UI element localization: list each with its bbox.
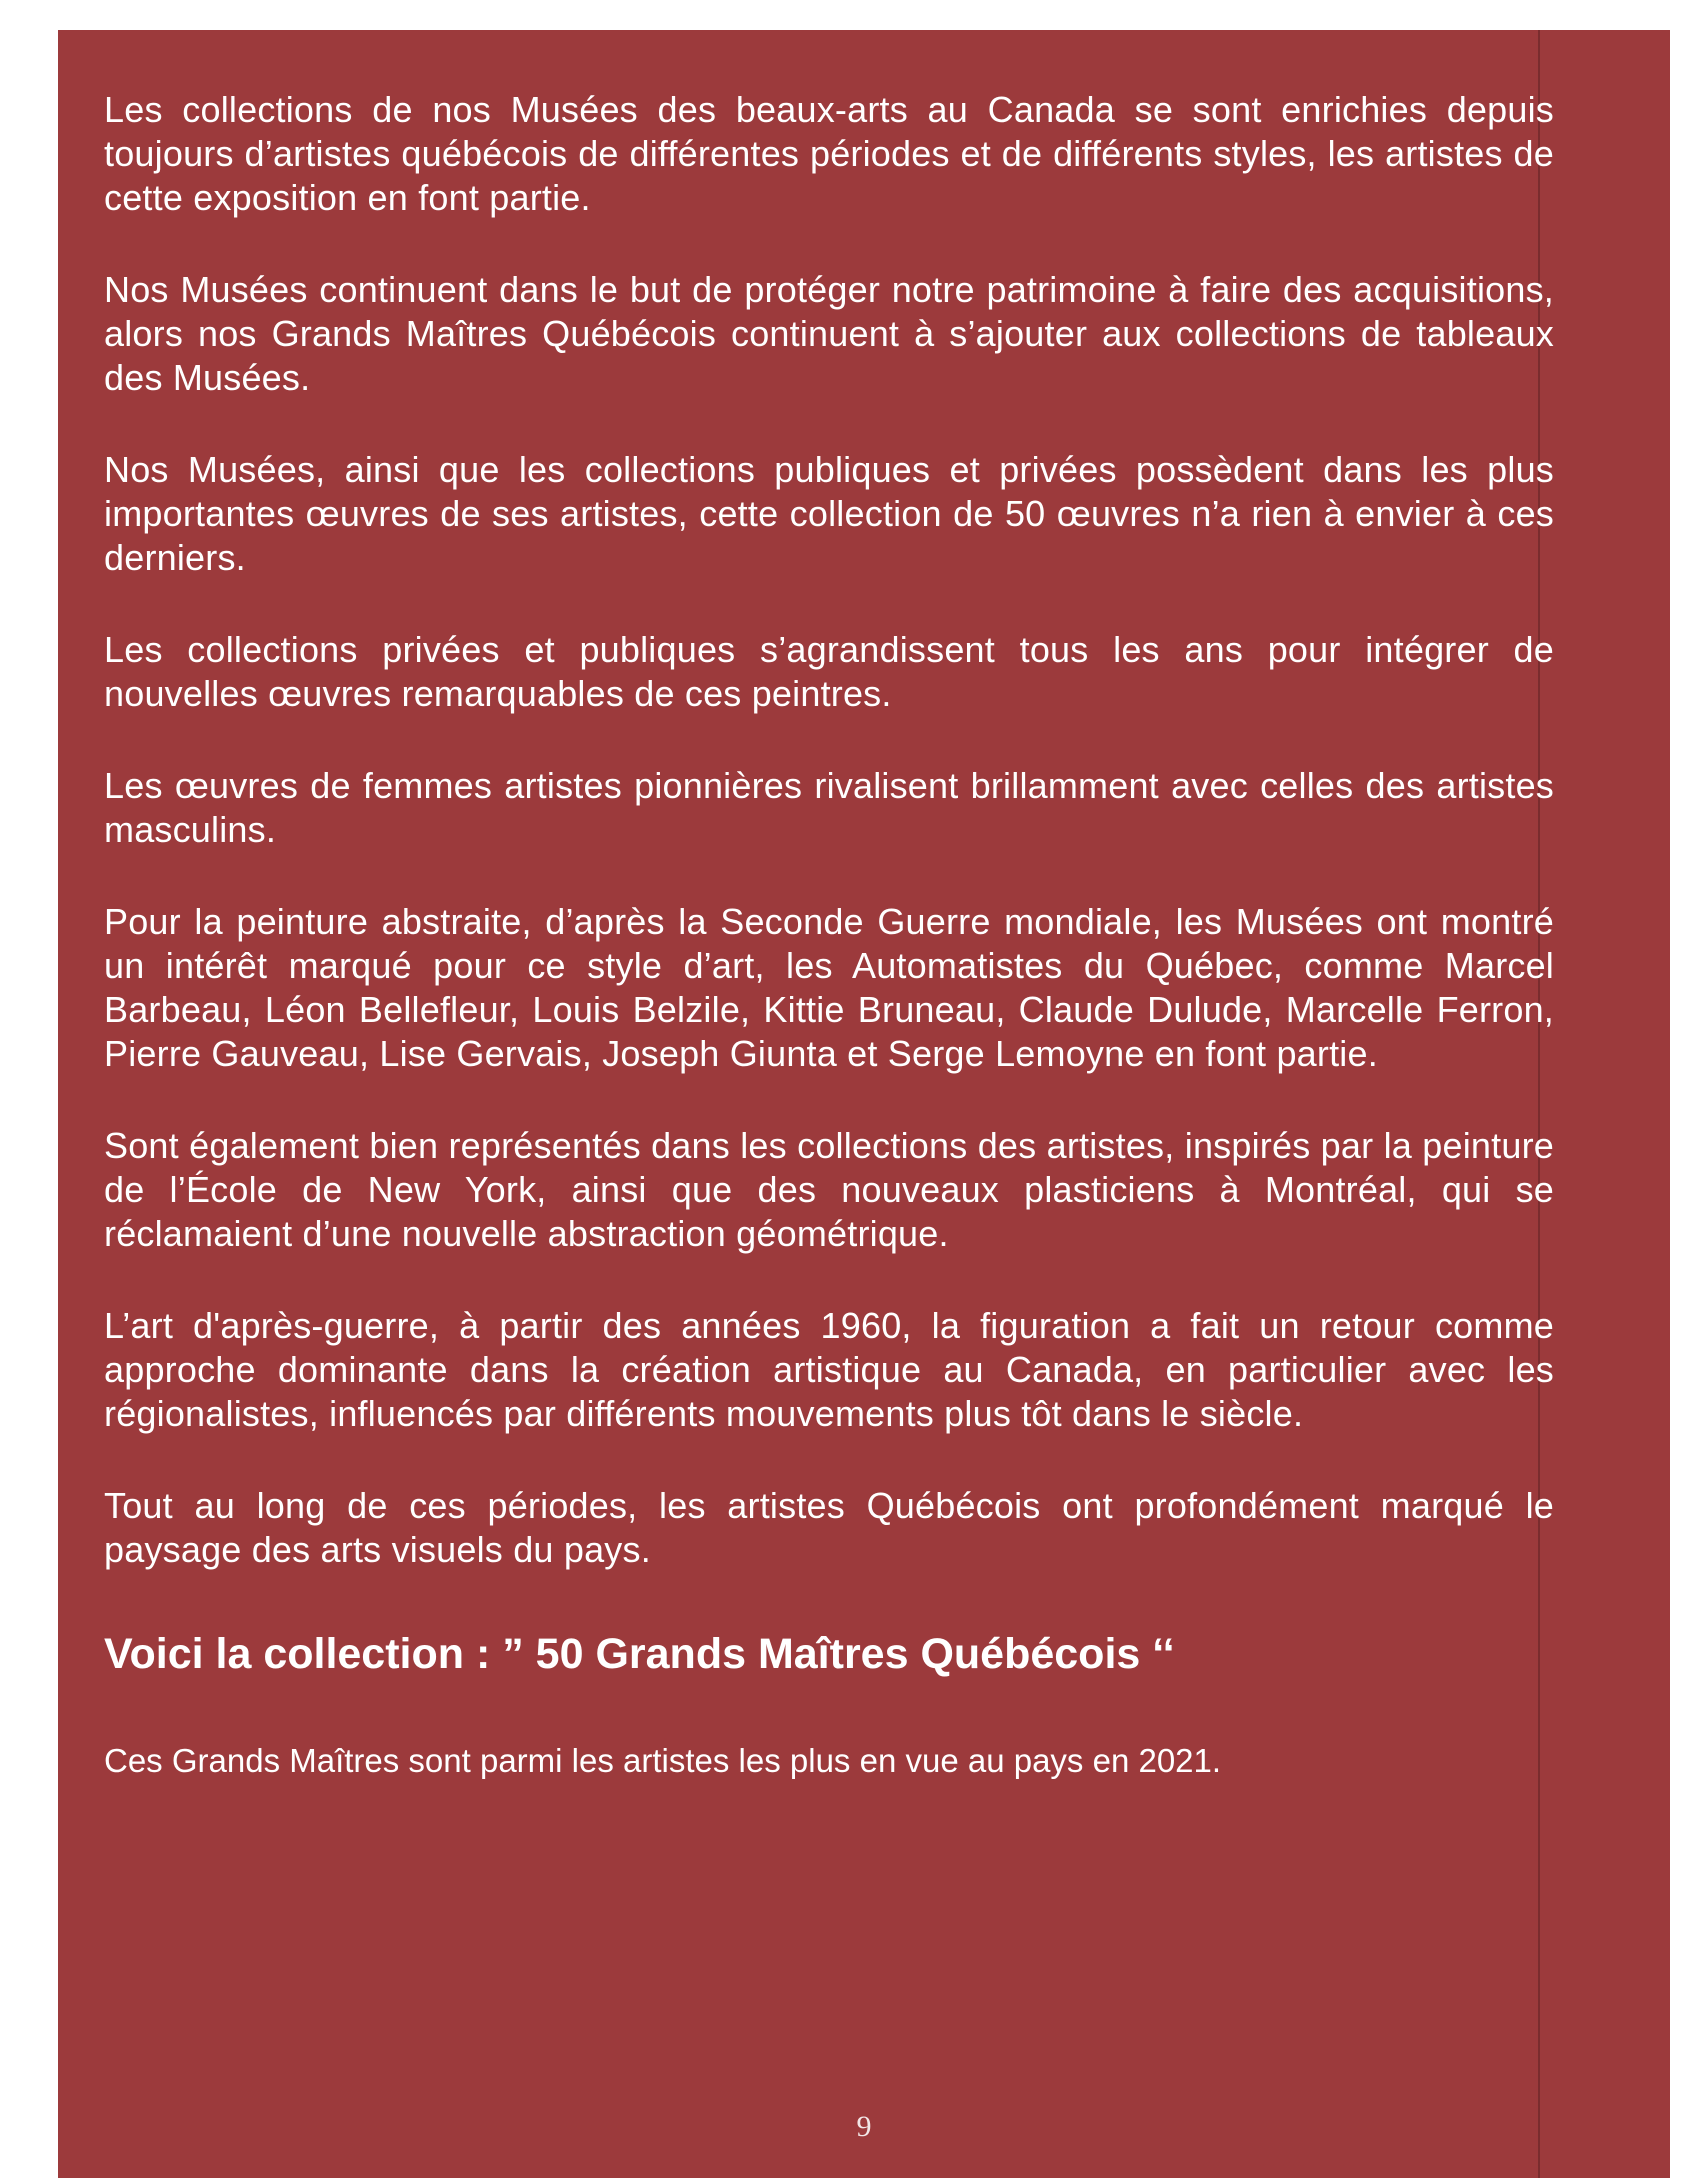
collection-heading: Voici la collection : ” 50 Grands Maîtres Québécois ‘‘ (104, 1630, 1175, 1678)
paragraph-women-artists: Les œuvres de femmes artistes pionnières rivalisent brillamment avec celles des artistes masculins. (104, 765, 1554, 850)
page-panel (58, 30, 1670, 2178)
paragraph-public-private: Nos Musées, ainsi que les collections publiques et privées possèdent dans les plus importantes œuvres de ses artistes, cette collection de 50 œuvres n’a rien à envier à ces derniers. (104, 449, 1554, 578)
paragraph-new-york-school: Sont également bien représentés dans les collections des artistes, inspirés par la peinture de l’École de New York, ainsi que des nouveaux plasticiens à Montréal, qui se réclamaient d’une nouvelle abstraction géométrique. (104, 1125, 1554, 1254)
paragraph-collections: Les collections de nos Musées des beaux-arts au Canada se sont enrichies depuis toujours d’artistes québécois de différentes périodes et de différents styles, les artistes de cette exposition en font partie. (104, 89, 1554, 218)
page-content (104, 88, 1554, 1782)
paragraph-acquisitions: Nos Musées continuent dans le but de protéger notre patrimoine à faire des acquisitions, alors nos Grands Maîtres Québécois continuent à s’ajouter aux collections de tableaux des Musées. (104, 269, 1554, 398)
page-number: 9 (856, 2110, 872, 2143)
paragraph-post-war: L’art d'après-guerre, à partir des années 1960, la figuration a fait un retour comme approche dominante dans la création artistique au Canada, en particulier avec les régionalistes, influencés par différents mouvements plus tôt dans le siècle. (104, 1305, 1554, 1434)
paragraph-abstract-painting: Pour la peinture abstraite, d’après la Seconde Guerre mondiale, les Musées ont montré un intérêt marqué pour ce style d’art, les Automatistes du Québec, comme Marcel Barbeau, Léon Bellefleur, Louis Belzile, Kittie Bruneau, Claude Dulude, Marcelle Ferron, Pierre Gauveau, Lise Gervais, Joseph Giunta et Serge Lemoyne en font partie. (104, 901, 1554, 1074)
paragraph-legacy: Tout au long de ces périodes, les artistes Québécois ont profondément marqué le paysage des arts visuels du pays. (104, 1485, 1554, 1570)
closing-statement: Ces Grands Maîtres sont parmi les artistes les plus en vue au pays en 2021. (104, 1742, 1222, 1779)
paragraph-growth: Les collections privées et publiques s’agrandissent tous les ans pour intégrer de nouvelles œuvres remarquables de ces peintres. (104, 629, 1554, 714)
